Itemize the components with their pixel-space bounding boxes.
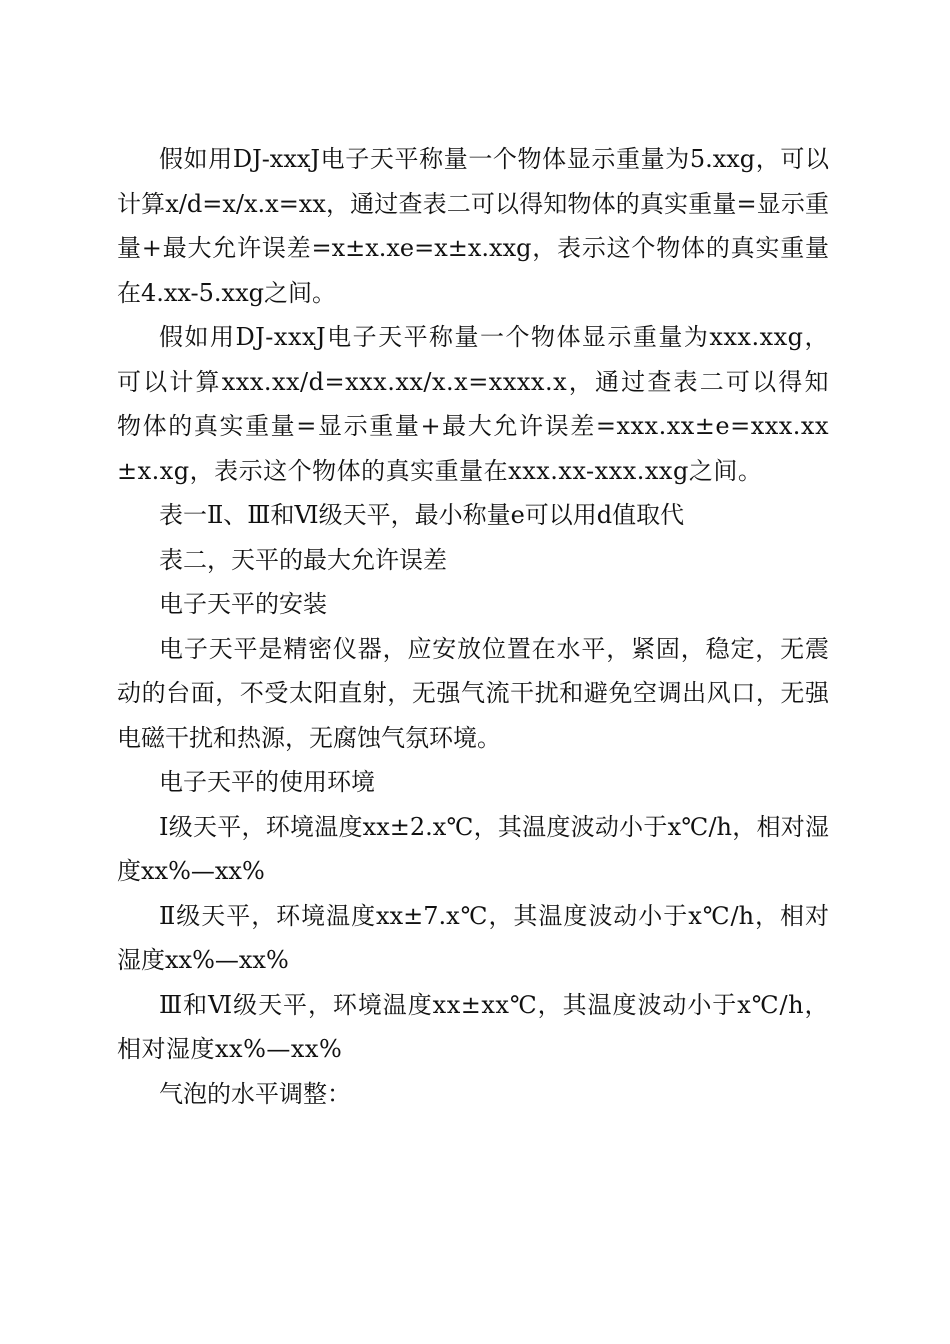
section-heading-bubble-leveling: 气泡的水平调整： [159, 1079, 351, 1108]
paragraph-class-two-environment: Ⅱ级天平，环境温度xx±7.x℃，其温度波动小于x℃/h，相对湿度xx%—xx% [117, 901, 829, 974]
paragraph-class-three-six-environment: Ⅲ和Ⅵ级天平，环境温度xx±xx℃，其温度波动小于x℃/h，相对湿度xx%—xx% [117, 990, 829, 1063]
table-one-caption: 表一Ⅱ、Ⅲ和Ⅵ级天平，最小称量e可以用d值取代 [159, 501, 685, 529]
document-body [117, 137, 829, 1116]
paragraph-example-large-weight: 假如用DJ-xxxJ电子天平称量一个物体显示重量为xxx.xxg，可以计算xxx.xx/d=xxx.xx/x.x=xxxx.x，通过查表二可以得知物体的真实重量=显示重量+最大允许误差=xxx.xx±e=xxx.xx±x.xg，表示这个物体的真实重量在xxx.xx-xxx.xxg之间。 [117, 323, 829, 485]
section-heading-installation: 电子天平的安装 [159, 590, 327, 618]
section-heading-environment: 电子天平的使用环境 [159, 768, 375, 796]
paragraph-class-one-environment: Ⅰ级天平，环境温度xx±2.x℃，其温度波动小于x℃/h，相对湿度xx%—xx% [117, 812, 829, 885]
table-two-caption: 表二，天平的最大允许误差 [159, 545, 447, 574]
paragraph-installation: 电子天平是精密仪器，应安放位置在水平，紧固，稳定，无震动的台面，不受太阳直射，无强气流干扰和避免空调出风口，无强电磁干扰和热源，无腐蚀气氛环境。 [117, 634, 829, 752]
paragraph-example-small-weight: 假如用DJ-xxxJ电子天平称量一个物体显示重量为5.xxg，可以计算x/d=x/x.x=xx，通过查表二可以得知物体的真实重量=显示重量+最大允许误差=x±x.xe=x±x.xxg，表示这个物体的真实重量在4.xx-5.xxg之间。 [117, 145, 829, 307]
